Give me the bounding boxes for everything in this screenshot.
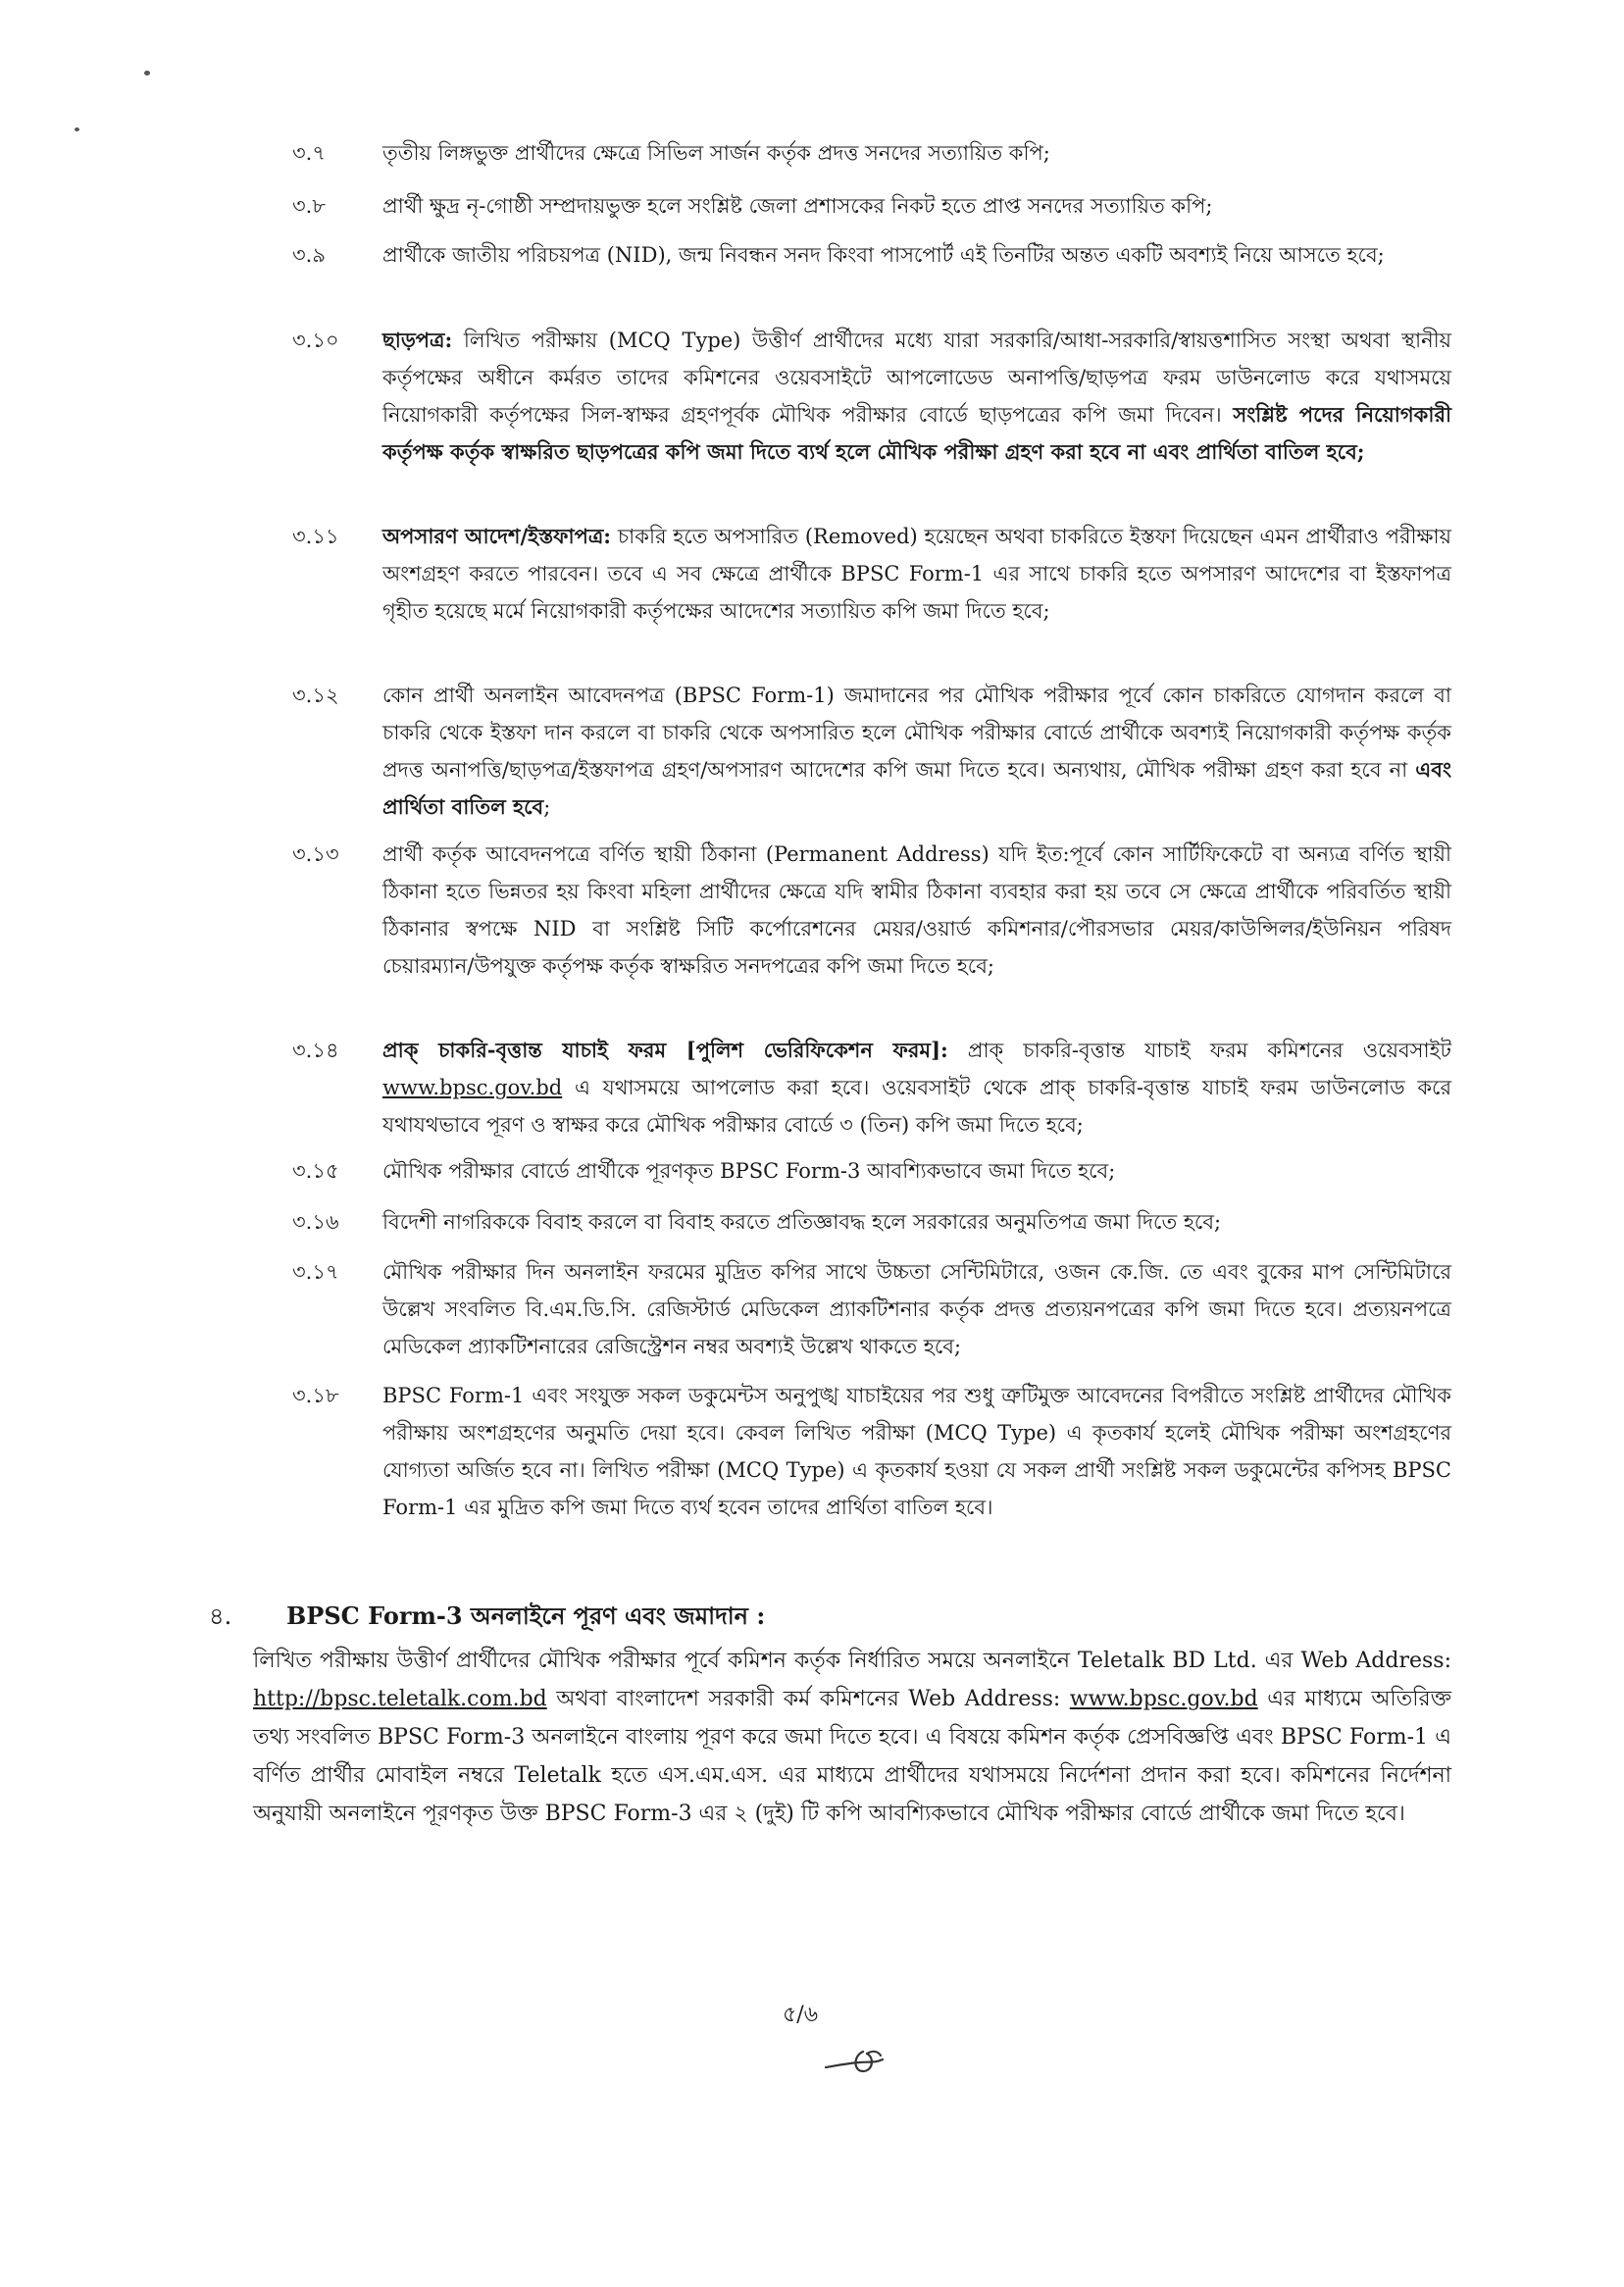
clause-heading: অপসারণ আদেশ/ইস্তফাপত্র: xyxy=(382,524,612,548)
clause-number: ৩.৮ xyxy=(292,194,326,218)
clause-number: ৩.১১ xyxy=(292,525,339,548)
initial-signature xyxy=(824,2046,892,2079)
clause-number: ৩.১৩ xyxy=(292,842,339,866)
clause-text: বিদেশী নাগরিককে বিবাহ করলে বা বিবাহ করতে প্রতিজ্ঞাবদ্ধ হলে সরকারের অনুমতিপত্র জমা দিতে হবে; xyxy=(382,1210,1222,1234)
clause-number: ৩.১৬ xyxy=(292,1210,339,1234)
bpsc-website-link[interactable]: www.bpsc.gov.bd xyxy=(1069,1687,1258,1711)
clause-text: প্রার্থী কর্তৃক আবেদনপত্রে বর্ণিত স্থায়ী ঠিকানা (Permanent Address) যদি ইত:পূর্বে কোন সার্টিফিকেটে বা অন্যত্র বর্ণিত স্থায়ী ঠিকানা হতে ভিন্নতর হয় কিংবা মহিলা প্রার্থীদের ক্ষেত্রে যদি স্বামীর ঠিকানা ব্যবহার করা হয় তবে সে ক্ষেত্রে প্রার্থীকে পরিবর্তিত স্থায়ী ঠিকানার স্বপক্ষে NID বা সংশ্লিষ্ট সিটি কর্পোরেশনের মেয়র/ওয়ার্ড কমিশনার/পৌরসভার মেয়র/কাউন্সিলর/ইউনিয়ন পরিষদ চেয়ারম্যান/উপযুক্ত কর্তৃপক্ষ কর্তৃক স্বাক্ষরিত সনদপত্রের কপি জমা দিতে হবে; xyxy=(382,842,1451,978)
clause-text: প্রার্থী ক্ষুদ্র নৃ-গোষ্ঠী সম্প্রদায়ভুক্ত হলে সংশ্লিষ্ট জেলা প্রশাসকের নিকট হতে প্রাপ্ত সনদের সত্যায়িত কপি; xyxy=(382,194,1213,218)
section-body: লিখিত পরীক্ষায় উত্তীর্ণ প্রার্থীদের মৌখিক পরীক্ষার পূর্বে কমিশন কর্তৃক নির্ধারিত সময়ে অনলাইনে Teletalk BD Ltd. এর Web Address: http://bpsc.teletalk.com.bd অথবা বাংলাদেশ সরকারী কর্ম কমিশনের Web Address: www.bpsc.gov.bd এর মাধ্যমে অতিরিক্ত তথ্য সংবলিত BPSC Form-3 অনলাইনে বাংলায় পূরণ করে জমা দিতে হবে। এ বিষয়ে কমিশন কর্তৃক প্রেসবিজ্ঞপ্তি এবং BPSC Form-1 এ বর্ণিত প্রার্থীর মোবাইল নম্বরে Teletalk হতে এস.এম.এস. এর মাধ্যমে প্রার্থীদের যথাসময়ে নির্দেশনা প্রদান করা হবে। কমিশনের নির্দেশনা অনুযায়ী অনলাইনে পূরণকৃত উক্ত BPSC Form-3 এর ২ (দুই) টি কপি আবশ্যিকভাবে মৌখিক পরীক্ষার বোর্ডে প্রার্থীকে জমা দিতে হবে। xyxy=(253,1649,1451,1826)
clause-text: মৌখিক পরীক্ষার দিন অনলাইন ফরমের মুদ্রিত কপির সাথে উচ্চতা সেন্টিমিটারে, ওজন কে.জি. তে এবং বুকের মাপ সেন্টিমিটারে উল্লেখ সংবলিত বি.এম.ডি.সি. রেজিস্টার্ড মেডিকেল প্র্যাকটিশনার কর্তৃক প্রদত্ত প্রত্যয়নপত্রের কপি জমা দিতে হবে। প্রত্যয়নপত্রে মেডিকেল প্র্যাকটিশনারের রেজিস্ট্রেশন নম্বর অবশ্যই উল্লেখ থাকতে হবে; xyxy=(382,1260,1451,1358)
clause-number: ৩.১৮ xyxy=(292,1384,339,1407)
clause-number: ৩.৭ xyxy=(292,141,326,165)
clause-heading: ছাড়পত্র: xyxy=(382,328,453,352)
clause-number: ৩.৯ xyxy=(292,243,326,267)
clause-text: তৃতীয় লিঙ্গভুক্ত প্রার্থীদের ক্ষেত্রে সিভিল সার্জন কর্তৃক প্রদত্ত সনদের সত্যায়িত কপি; xyxy=(382,141,1050,165)
clause-warning: সংশ্লিষ্ট পদের নিয়োগকারী কর্তৃপক্ষ কর্তৃক স্বাক্ষরিত ছাড়পত্রের কপি জমা দিতে ব্যর্থ হলে মৌখিক পরীক্ষা গ্রহণ করা হবে না এবং প্রার্থিতা বাতিল হবে; xyxy=(382,402,1452,464)
section-title: BPSC Form-3 অনলাইনে পূরণ এবং জমাদান : xyxy=(286,1601,766,1630)
clause-number: ৩.১৭ xyxy=(292,1260,339,1284)
clause-text: অপসারণ আদেশ/ইস্তফাপত্র: চাকরি হতে অপসারিত (Removed) হয়েছেন অথবা চাকরিতে ইস্তফা দিয়েছেন এমন প্রার্থীরাও পরীক্ষায় অংশগ্রহণ করতে পারবেন। তবে এ সব ক্ষেত্রে প্রার্থীকে BPSC Form-1 এর সাথে চাকরি হতে অপসারণ আদেশের বা ইস্তফাপত্র গৃহীত হয়েছে মর্মে নিয়োগকারী কর্তৃপক্ষের আদেশের সত্যায়িত কপি জমা দিতে হবে; xyxy=(382,524,1451,623)
clause-heading: প্রাক্ চাকরি-বৃত্তান্ত যাচাই ফরম [পুলিশ ভেরিফিকেশন ফরম]: xyxy=(382,1038,948,1062)
clause-number: ৩.১৪ xyxy=(292,1039,339,1062)
clause-text: কোন প্রার্থী অনলাইন আবেদনপত্র (BPSC Form-1) জমাদানের পর মৌখিক পরীক্ষার পূর্বে কোন চাকরিতে যোগদান করলে বা চাকরি থেকে ইস্তফা দান করলে বা চাকরি থেকে অপসারিত হলে মৌখিক পরীক্ষার বোর্ডে প্রার্থীকে অবশ্যই নিয়োগকারী কর্তৃপক্ষ কর্তৃক প্রদত্ত অনাপত্তি/ছাড়পত্র/ইস্তফাপত্র গ্রহণ/অপসারণ আদেশের কপি জমা দিতে হবে। অন্যথায়, মৌখিক পরীক্ষা গ্রহণ করা হবে না এবং প্রার্থিতা বাতিল হবে; xyxy=(382,684,1451,819)
page-number: ৫/৬ xyxy=(783,2003,818,2027)
clause-text: BPSC Form-1 এবং সংযুক্ত সকল ডকুমেন্টস অনুপুঙ্খ যাচাইয়ের পর শুধু ত্রুটিমুক্ত আবেদনের বিপরীতে সংশ্লিষ্ট প্রার্থীদের মৌখিক পরীক্ষায় অংশগ্রহণের অনুমতি দেয়া হবে। কেবল লিখিত পরীক্ষা (MCQ Type) এ কৃতকার্য হলেই মৌখিক পরীক্ষা অংশগ্রহণের যোগ্যতা অর্জিত হবে না। লিখিত পরীক্ষা (MCQ Type) এ কৃতকার্য হওয়া যে সকল প্রার্থী সংশ্লিষ্ট সকল ডকুমেন্টের কপিসহ BPSC Form-1 এর মুদ্রিত কপি জমা দিতে ব্যর্থ হবেন তাদের প্রার্থিতা বাতিল হবে। xyxy=(382,1384,1451,1519)
scan-speck xyxy=(75,127,79,131)
clause-text: প্রার্থীকে জাতীয় পরিচয়পত্র (NID), জন্ম নিবন্ধন সনদ কিংবা পাসপোর্ট এই তিনটির অন্তত একটি অবশ্যই নিয়ে আসতে হবে; xyxy=(382,243,1385,267)
clause-number: ৩.১৫ xyxy=(292,1159,339,1183)
clause-number: ৩.১০ xyxy=(292,329,339,352)
clause-text: প্রাক্ চাকরি-বৃত্তান্ত যাচাই ফরম [পুলিশ ভেরিফিকেশন ফরম]: প্রাক্ চাকরি-বৃত্তান্ত যাচাই ফরম কমিশনের ওয়েবসাইট www.bpsc.gov.bd এ যথাসময়ে আপলোড করা হবে। ওয়েবসাইট থেকে প্রাক্ চাকরি-বৃত্তান্ত যাচাই ফরম ডাউনলোড করে যথাযথভাবে পূরণ ও স্বাক্ষর করে মৌখিক পরীক্ষার বোর্ডে ৩ (তিন) কপি জমা দিতে হবে; xyxy=(382,1038,1451,1137)
section-number: ৪. xyxy=(209,1602,232,1630)
teletalk-link[interactable]: http://bpsc.teletalk.com.bd xyxy=(253,1687,547,1711)
bpsc-website-link[interactable]: www.bpsc.gov.bd xyxy=(382,1076,563,1099)
clause-warning: এবং প্রার্থিতা বাতিল হবে xyxy=(382,757,1451,819)
clause-text: ছাড়পত্র: লিখিত পরীক্ষায় (MCQ Type) উত্তীর্ণ প্রার্থীদের মধ্যে যারা সরকারি/আধা-সরকারি/স্বায়ত্তশাসিত সংস্থা অথবা স্থানীয় কর্তৃপক্ষের অধীনে কর্মরত তাদের কমিশনের ওয়েবসাইটে আপলোডেড অনাপত্তি/ছাড়পত্র ফরম ডাউনলোড করে যথাসময়ে নিয়োগকারী কর্তৃপক্ষের সিল-স্বাক্ষর গ্রহণপূর্বক মৌখিক পরীক্ষার বোর্ডে ছাড়পত্রের কপি জমা দিবেন। সংশ্লিষ্ট পদের নিয়োগকারী কর্তৃপক্ষ কর্তৃক স্বাক্ষরিত ছাড়পত্রের কপি জমা দিতে ব্যর্থ হলে মৌখিক পরীক্ষা গ্রহণ করা হবে না এবং প্রার্থিতা বাতিল হবে; xyxy=(382,328,1452,464)
clause-number: ৩.১২ xyxy=(292,684,339,707)
clause-text: মৌখিক পরীক্ষার বোর্ডে প্রার্থীকে পূরণকৃত BPSC Form-3 আবশ্যিকভাবে জমা দিতে হবে; xyxy=(382,1159,1116,1183)
scan-speck xyxy=(144,71,150,76)
